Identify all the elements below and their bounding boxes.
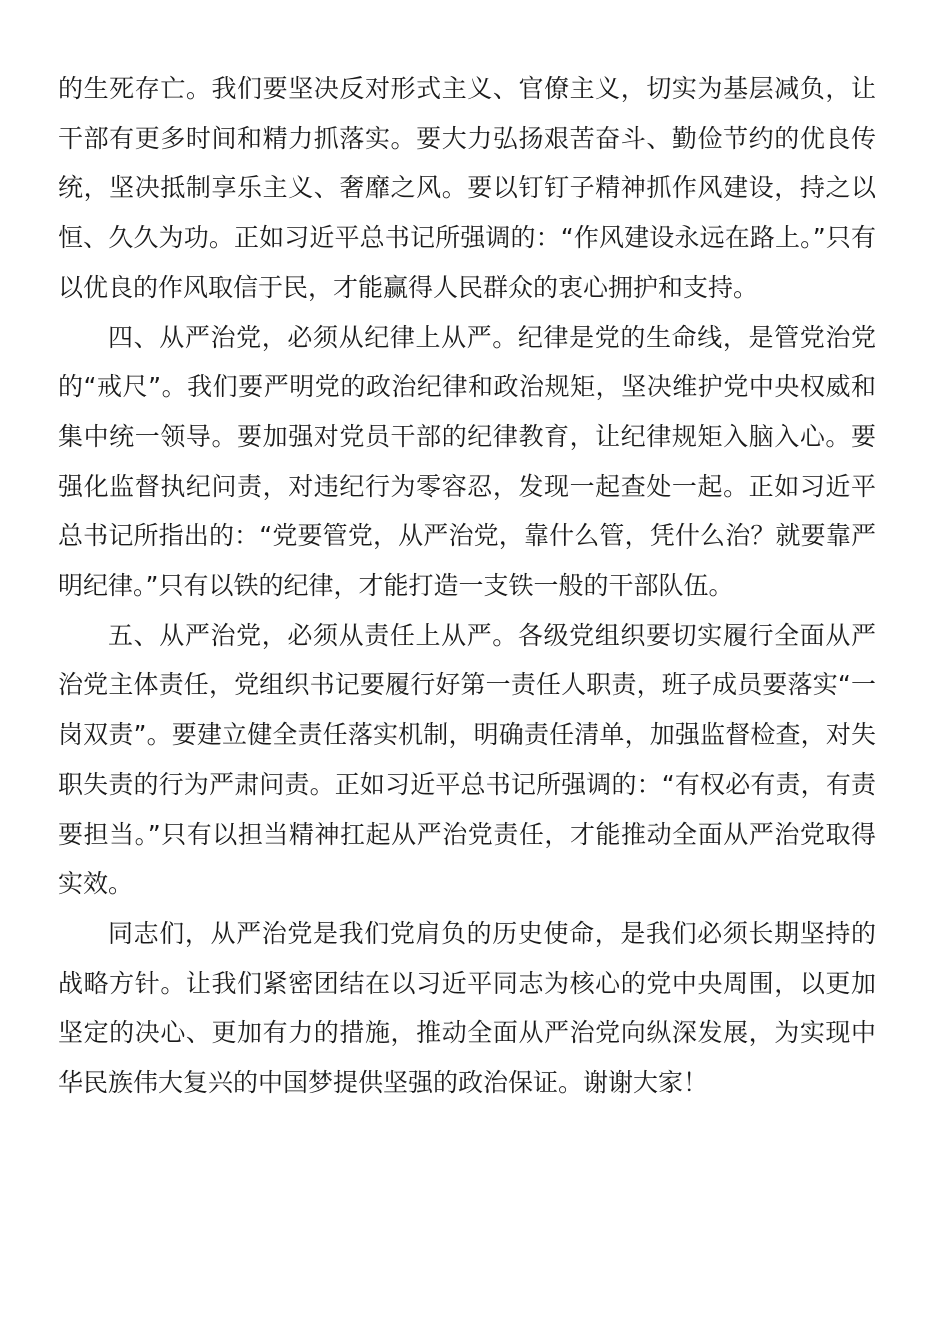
document-page	[58, 64, 876, 1108]
paragraph-responsibility: 五、从严治党，必须从责任上从严。各级党组织要切实履行全面从严治党主体责任，党组织书记要履行好第一责任人职责，班子成员要落实“一岗双责”。要建立健全责任落实机制，明确责任清单，加强监督检查，对失职失责的行为严肃问责。正如习近平总书记所强调的：“有权必有责，有责要担当。”只有以担当精神扛起从严治党责任，才能推动全面从严治党取得实效。	[58, 620, 876, 899]
paragraph-conduct-continued: 的生死存亡。我们要坚决反对形式主义、官僚主义，切实为基层减负，让干部有更多时间和精力抓落实。要大力弘扬艰苦奋斗、勤俭节约的优良传统，坚决抵制享乐主义、奢靡之风。要以钉钉子精神抓作风建设，持之以恒、久久为功。正如习近平总书记所强调的：“作风建设永远在路上。”只有以优良的作风取信于民，才能赢得人民群众的衷心拥护和支持。	[58, 74, 876, 302]
paragraph-closing: 同志们，从严治党是我们党肩负的历史使命，是我们必须长期坚持的战略方针。让我们紧密团结在以习近平同志为核心的党中央周围，以更加坚定的决心、更加有力的措施，推动全面从严治党向纵深发展，为实现中华民族伟大复兴的中国梦提供坚强的政治保证。谢谢大家！	[58, 918, 876, 1098]
paragraph-discipline: 四、从严治党，必须从纪律上从严。纪律是党的生命线，是管党治党的“戒尺”。我们要严明党的政治纪律和政治规矩，坚决维护党中央权威和集中统一领导。要加强对党员干部的纪律教育，让纪律规矩入脑入心。要强化监督执纪问责，对违纪行为零容忍，发现一起查处一起。正如习近平总书记所指出的：“党要管党，从严治党，靠什么管，凭什么治？就要靠严明纪律。”只有以铁的纪律，才能打造一支铁一般的干部队伍。	[58, 322, 876, 601]
